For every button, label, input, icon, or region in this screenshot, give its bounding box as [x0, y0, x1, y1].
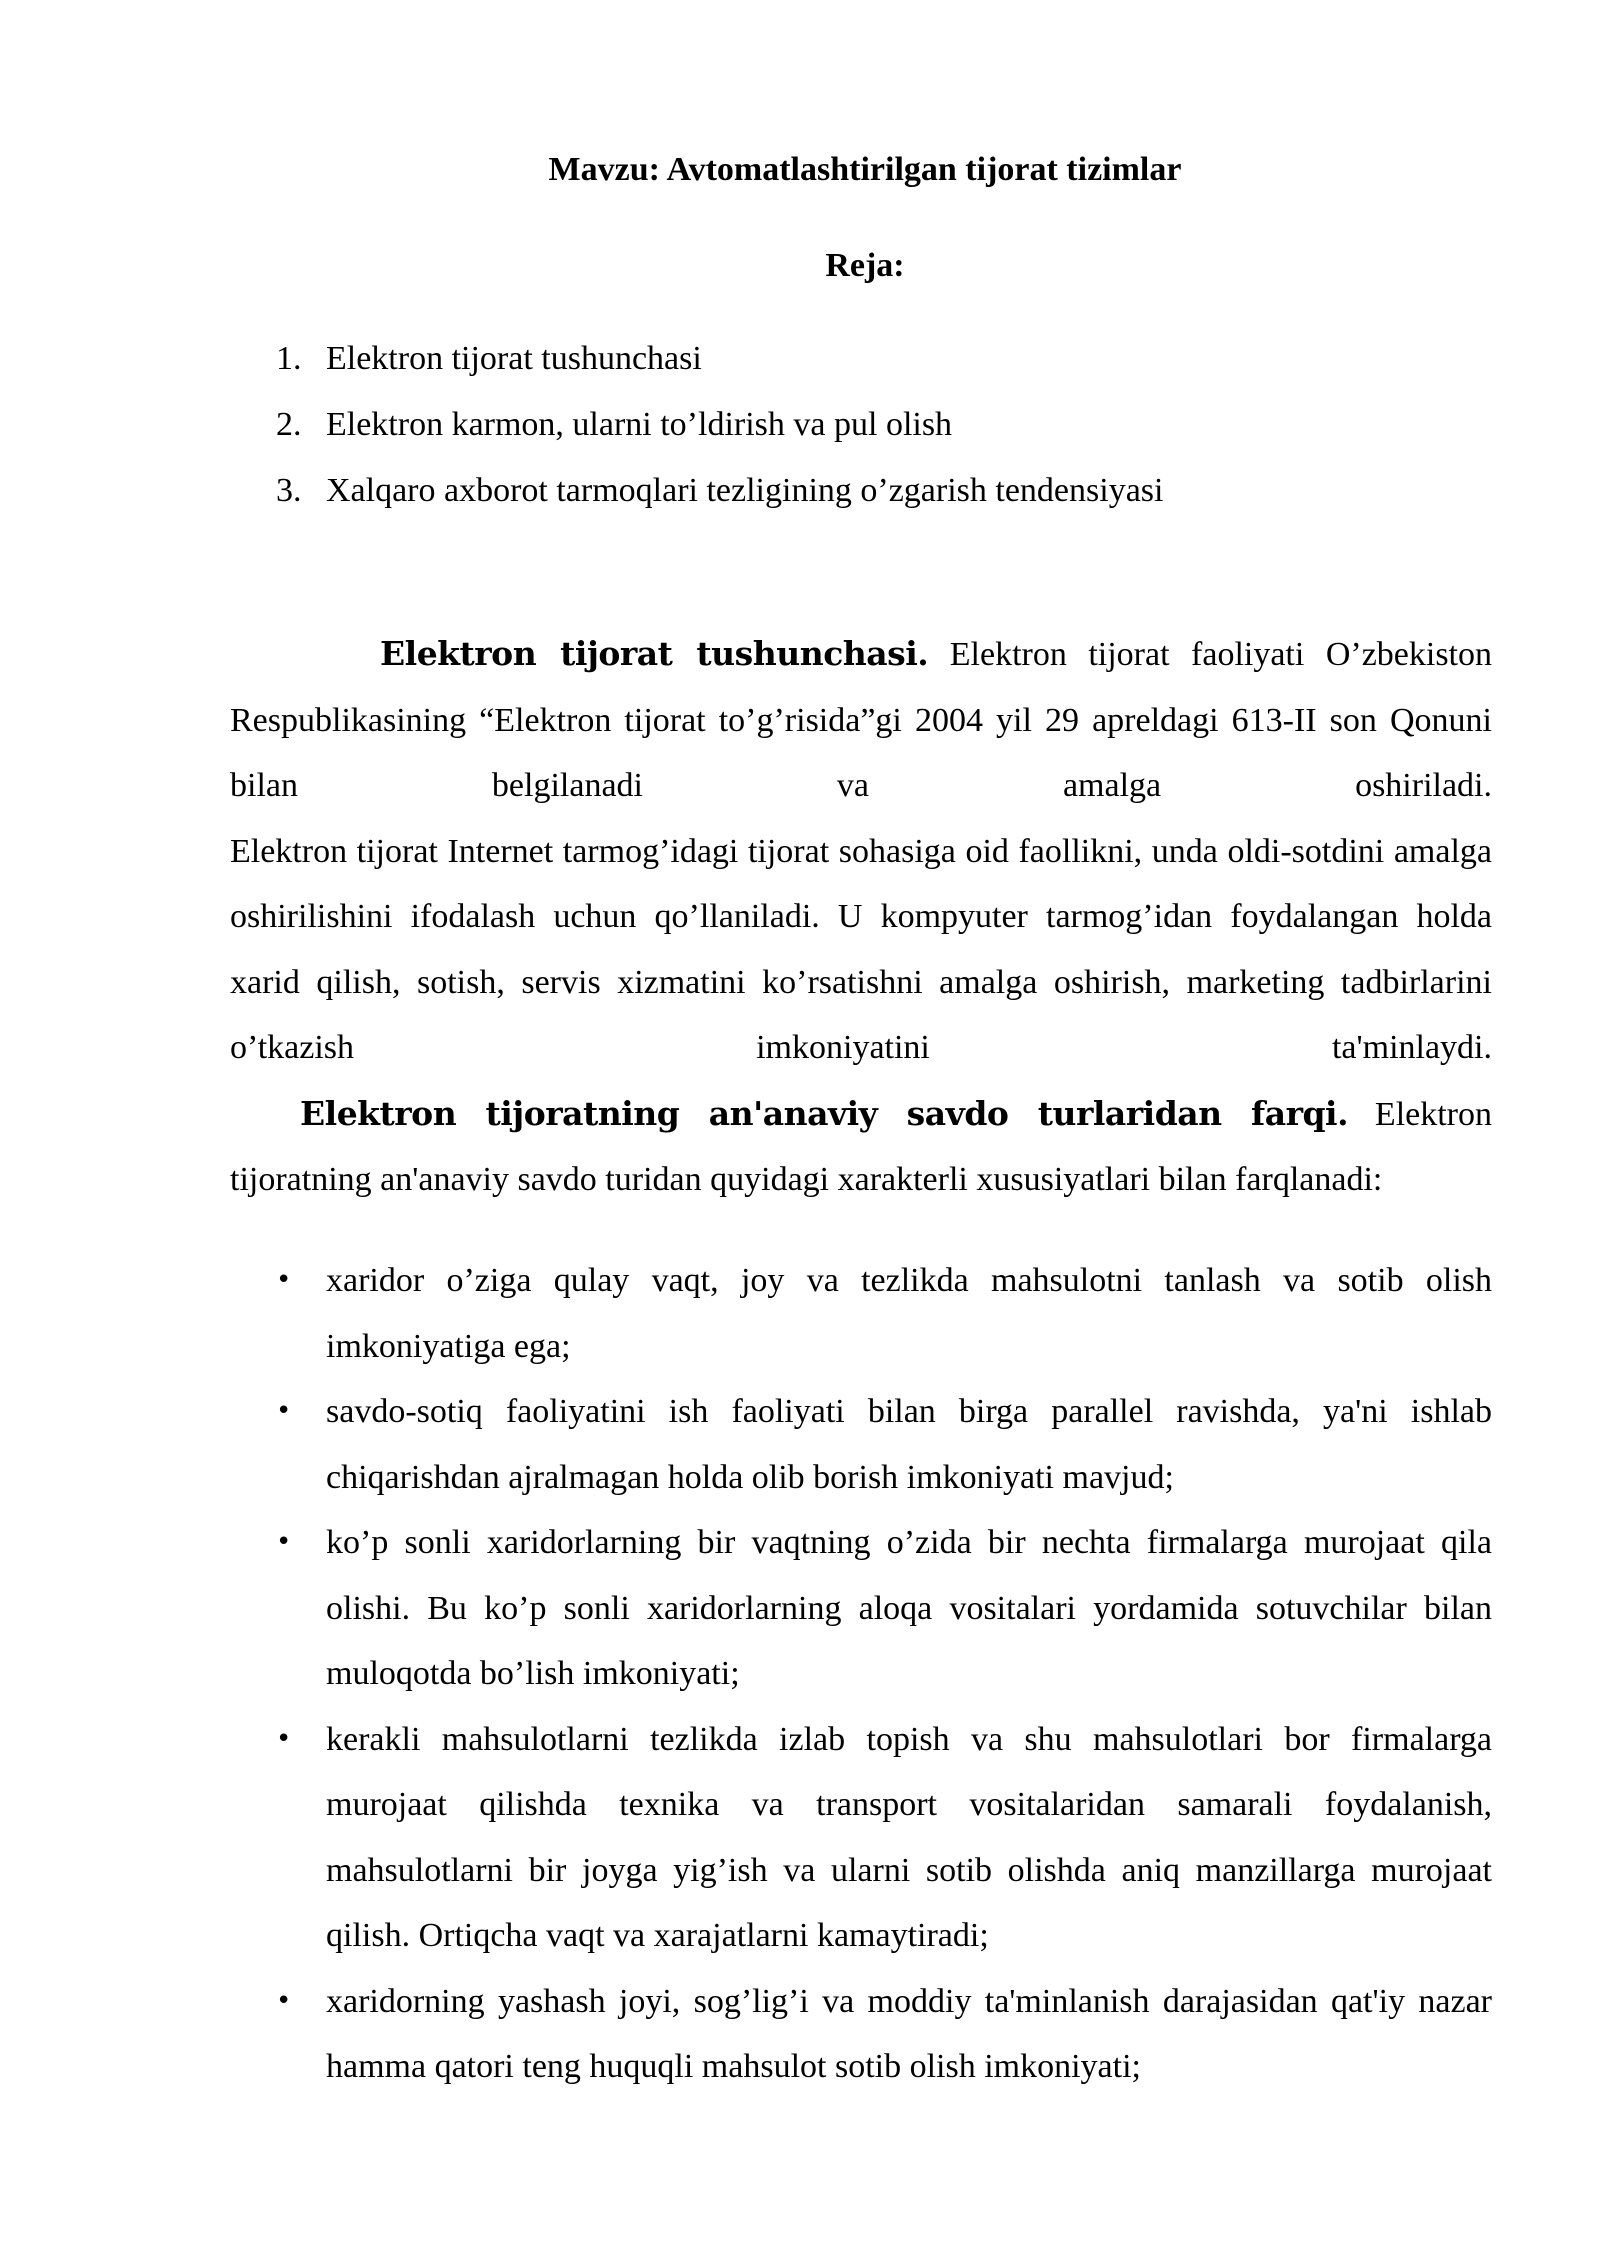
section-first-sentence — [230, 621, 1492, 819]
section-text: Elektron tijoratning an'anaviy savdo turidan quyidagi xarakterli xususiyatlari bilan farqlanadi: — [230, 1095, 1493, 1198]
section-text: Elektron tijorat Internet tarmog’idagi tijorat sohasiga oid faollikni, unda oldi-sotdini amalga oshirilishini ifodalash uchun qo’llaniladi. U kompyuter tarmog’idan foydalangan holda xarid qilish, sotish, servis xizmatini ko’rsatishni amalga oshirish, marketing tadbirlarini o’tkazish imkoniyatini ta'minlaydi. — [230, 832, 1492, 1066]
bullet-icon: • — [276, 1723, 292, 1754]
bullet-icon: • — [276, 1527, 292, 1557]
section-text: Elektron tijorat faoliyati O’zbekiston Respublikasining “Elektron tijorat to’g’risida”gi 2004 yil 29 apreldagi 613-II son Qonuni bilan belgilanadi va amalga oshiriladi. — [230, 636, 1492, 804]
plan-item-text: Elektron karmon, ularni to’ldirish va pul olish — [326, 406, 953, 443]
bullet-icon: • — [276, 1985, 292, 2016]
plan-list — [0, 326, 1163, 524]
plan-item — [0, 458, 1163, 524]
list-item-text: ko’p sonli xaridorlarning bir vaqtning o’zida bir nechta firmalarga murojaat qila olishi. Bu ko’p sonli xaridorlarning aloqa vositalari yordamida sotuvchilar bilan muloqotda bo’lish imkoniyati; — [326, 1524, 1492, 1692]
list-item — [276, 1379, 1492, 1510]
section-paragraph — [230, 1081, 1492, 1213]
plan-item-number: 3. — [276, 472, 302, 509]
section-heading: Elektron tijoratning an'anaviy savdo turlaridan farqi. — [300, 1093, 1349, 1133]
document-title: Mavzu: Avtomatlashtirilgan tijorat tizimlar — [548, 151, 1182, 188]
list-item — [276, 1248, 1492, 1379]
plan-heading: Reja: — [825, 247, 905, 284]
bullet-list — [0, 1248, 1600, 2100]
plan-item-number: 1. — [276, 340, 302, 377]
plan-item-text: Elektron tijorat tushunchasi — [326, 340, 702, 377]
section-paragraph — [230, 621, 1492, 819]
list-item-text: xaridor o’ziga qulay vaqt, joy va tezlikda mahsulotni tanlash va sotib olish imkoniyatiga ega; — [326, 1262, 1492, 1365]
bullet-icon: • — [276, 1396, 292, 1426]
list-item-text: kerakli mahsulotlarni tezlikda izlab topish va shu mahsulotlari bor firmalarga murojaat qilishda texnika va transport vositalaridan samarali foydalanish, mahsulotlarni bir joyga yig’ish va ularni sotib olishda aniq manzillarga murojaat qilish. Ortiqcha vaqt va xarajatlarni kamaytiradi; — [326, 1720, 1492, 1954]
list-item — [276, 1707, 1492, 1969]
plan-item-text: Xalqaro axborot tarmoqlari tezligining o’zgarish tendensiyasi — [326, 472, 1164, 509]
plan-item — [0, 326, 1163, 392]
bullet-icon: • — [276, 1265, 292, 1295]
body-text — [230, 621, 1492, 1213]
list-item-text: xaridorning yashash joyi, sog’lig’i va moddiy ta'minlanish darajasidan qat'iy nazar hamma qatori teng huquqli mahsulot sotib olish imkoniyati; — [326, 1982, 1492, 2085]
list-item-text: savdo-sotiq faoliyatini ish faoliyati bilan birga parallel ravishda, ya'ni ishlab chiqarishdan ajralmagan holda olib borish imkoniyati mavjud; — [326, 1393, 1492, 1496]
plan-item — [0, 392, 1163, 458]
list-item — [276, 1510, 1492, 1707]
section-heading: Elektron tijorat tushunchasi. — [380, 634, 929, 673]
plan-item-number: 2. — [276, 406, 302, 443]
section-paragraph-continued — [230, 819, 1492, 1081]
list-item — [276, 1969, 1492, 2100]
